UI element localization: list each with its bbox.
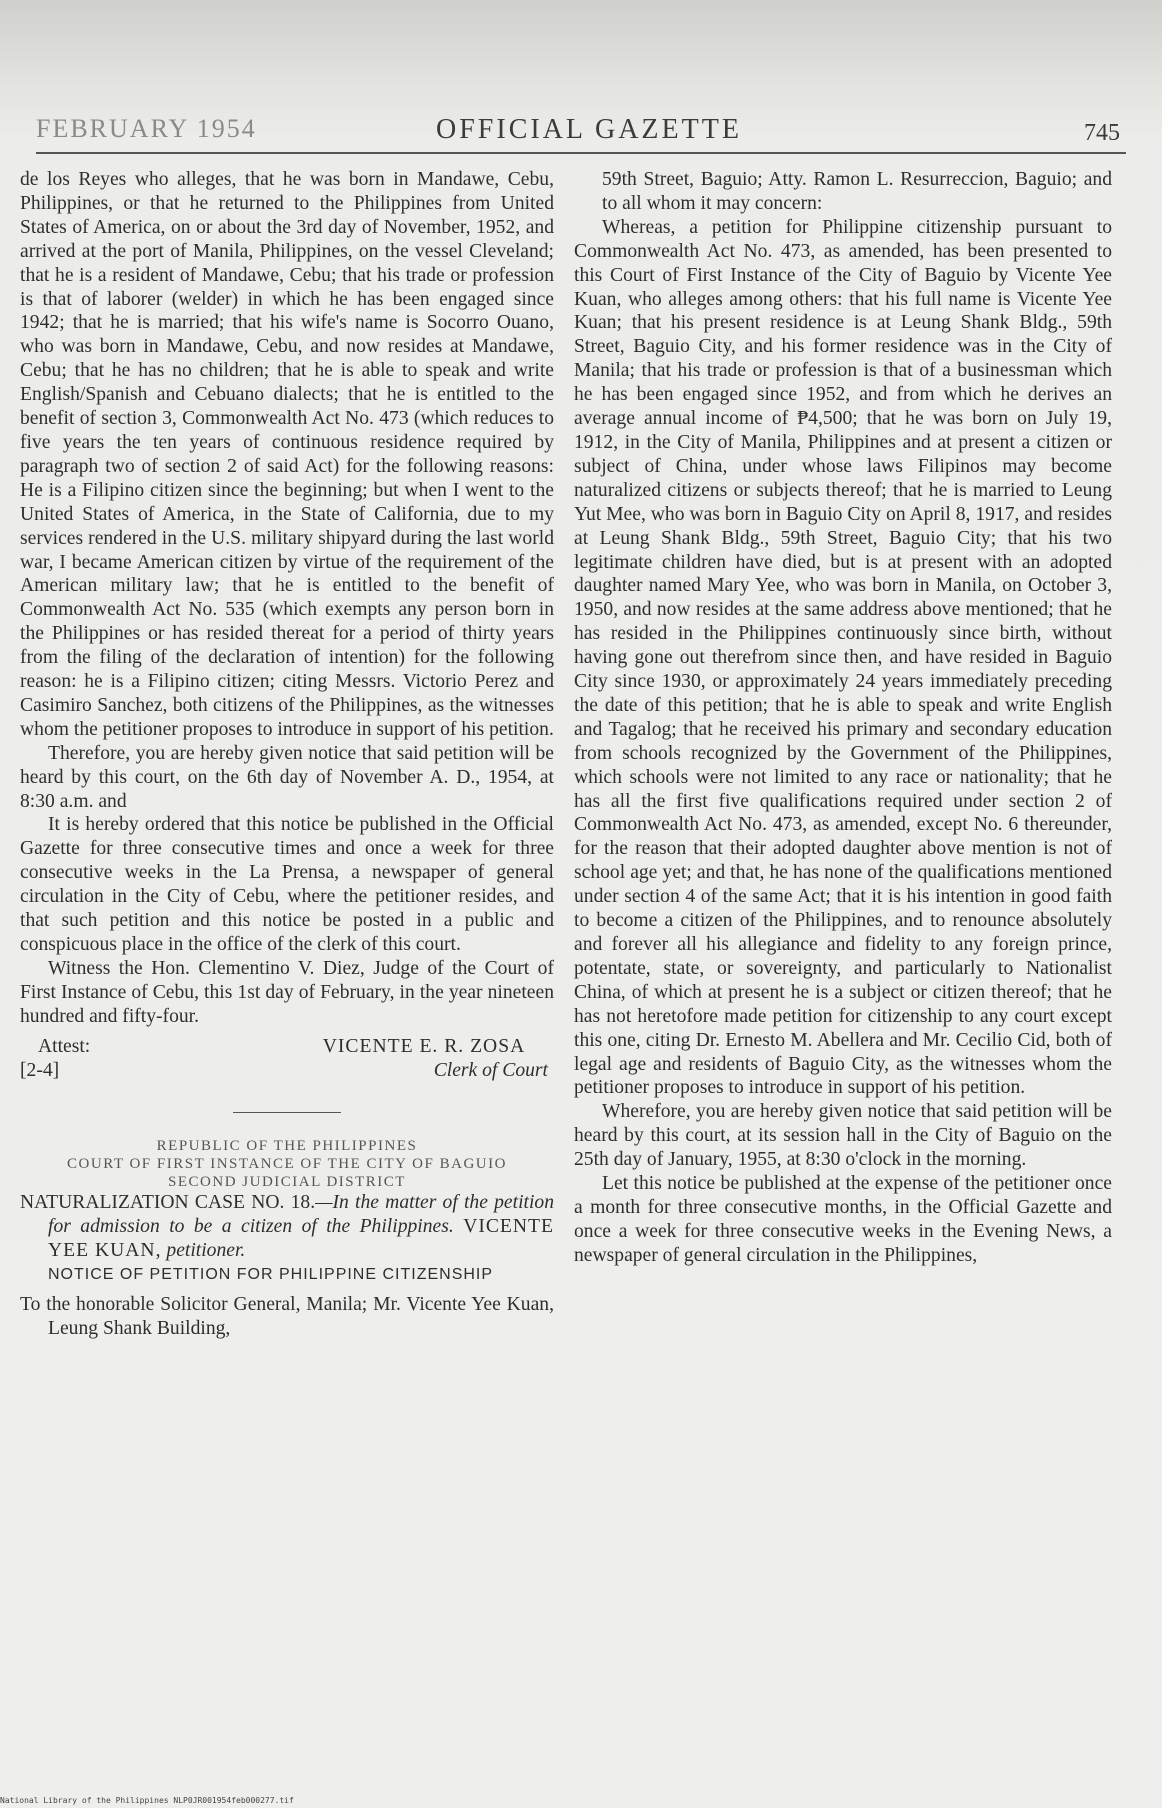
page-header xyxy=(36,110,1126,150)
reference-number: [2-4] xyxy=(20,1059,60,1081)
left-paragraph-2: Therefore, you are hereby given notice that said petition will be heard by this court, on the 6th day of November A. D., 1954, at 8:30 a.m. and xyxy=(20,742,554,812)
header-date: FEBRUARY 1954 xyxy=(36,114,257,143)
header-page-number: 745 xyxy=(1084,120,1120,146)
right-paragraph-2: Wherefore, you are hereby given notice that said petition will be heard by this court, at its session hall in the City of Baguio on the 25th day of January, 1955, at 8:30 o'clock in the morning. xyxy=(574,1101,1112,1171)
attest-row xyxy=(20,1035,554,1059)
clerk-row xyxy=(20,1059,554,1083)
court-caption xyxy=(20,1137,554,1191)
caption-line-1: REPUBLIC OF THE PHILIPPINES xyxy=(156,1138,418,1155)
clerk-title: Clerk of Court xyxy=(433,1059,548,1081)
case-petitioner-role: petitioner. xyxy=(166,1240,246,1262)
clerk-name: VICENTE E. R. ZOSA xyxy=(322,1035,526,1057)
case-heading xyxy=(20,1191,554,1263)
case-matter: —In the matter of the petition for admission to be a citizen of the Philippines. xyxy=(48,1192,554,1238)
archive-footer: National Library of the Philippines NLP0JR001954feb000277.tif xyxy=(0,1796,294,1805)
addressee-line: To the honorable Solicitor General, Manila; Mr. Vicente Yee Kuan, Leung Shank Building, xyxy=(20,1294,554,1339)
left-paragraph-1: de los Reyes who alleges, that he was born in Mandawe, Cebu, Philippines, or that he returned to the Philippines from United States of America, on or about the 3rd day of November, 1952, and arrived at the port of Manila, Philippines, on the vessel Cleveland; that he is a resident of Mandawe, Cebu; that his trade or profession is that of laborer (welder) in which he has been engaged since 1942; that he is married; that his wife's name is Socorro Ouano, who was born in Mandawe, Cebu, and now resides at Mandawe, Cebu; that he has no children; that he is able to speak and write English/Spanish and Cebuano dialects; that he is entitled to the benefit of section 3, Commonwealth Act No. 473 (which reduces to five years the ten years of continuous residence required by paragraph two of section 2 of said Act) for the following reasons: He is a Filipino citizen since the beginning; but when I went to the United States of America, in the State of California, due to my services rendered in the U.S. military shipyard during the last world war, I became American citizen by virtue of the requirement of the American military law; that he is entitled to the benefit of Commonwealth Act No. 535 (which exempts any person born in the Philippines or has resided thereat for a period of thirty years from the filing of the declaration of intention) for the following reason: he is a Filipino citizen; citing Messrs. Victorio Perez and Casimiro Sanchez, both citizens of the Philippines, as the witnesses whom the petitioner proposes to introduce in support of his petition. xyxy=(20,169,554,740)
header-rule xyxy=(36,152,1126,154)
right-paragraph-1: Whereas, a petition for Philippine citizenship pursuant to Commonwealth Act No. 473, as amended, has been presented to this Court of First Instance of the City of Baguio by Vicente Yee Kuan, who alleges among others: that his full name is Vicente Yee Kuan; that his present residence is at Leung Shank Bldg., 59th Street, Baguio City, and his former residence was in the City of Manila; that his trade or profession is that of a businessman which he has been engaged since 1952, and from which he derives an average annual income of ₱4,500; that he was born on July 19, 1912, in the City of Manila, Philippines and at present a citizen or subject of China, under whose laws Filipinos may become naturalized citizens or subjects thereof; that he is married to Leung Yut Mee, who was born in Baguio City on April 8, 1917, and resides at Leung Shank Bldg., 59th Street, Baguio City; that his two legitimate children have died, but is at present with an adopted daughter named Mary Yee, who was born in Manila, on October 3, 1950, and now resides at the same address above mentioned; that he has resided in the Philippines continuously since birth, without having gone out therefrom since then, and have resided in Baguio City since 1930, or approximately 24 years immediately preceding the date of this petition; that he is able to speak and write English and Tagalog; that he received his primary and secondary education from schools recognized by the Government of the Philippines, which schools were not limited to any race or nationality; that he has all the first five qualifications required under section 2 of Commonwealth Act No. 473, as amended, except No. 6 thereunder, for the reason that their adopted daughter above mention is not of school age yet; and that, he has none of the qualifications mentioned under section 4 of the same Act; that it is his intention in good faith to become a citizen of the Philippines, and to renounce absolutely and forever all his allegiance and fidelity to any foreign prince, potentate, state, or sovereignty, and particularly to Nationalist China, of which at present he is a subject or citizen thereof; that he has not heretofore made petition for citizenship to any court except this one, citing Dr. Ernesto M. Abellera and Mr. Cecilio Cid, both of legal age and residents of Baguio City, as the witnesses whom the petitioner proposes to introduce in support of his petition. xyxy=(574,216,1112,1099)
left-paragraph-4: Witness the Hon. Clementino V. Diez, Judge of the Court of First Instance of Cebu, this 1st day of February, in the year nineteen hundred and fifty-four. xyxy=(20,957,554,1027)
case-petitioner: VICENTE YEE KUAN, xyxy=(48,1216,554,1262)
left-column xyxy=(20,168,554,1341)
case-label: NATURALIZATION CASE NO. 18. xyxy=(20,1192,316,1214)
section-divider xyxy=(233,1112,341,1113)
right-column xyxy=(574,168,1112,1268)
right-paragraph-0: 59th Street, Baguio; Atty. Ramon L. Resurreccion, Baguio; and to all whom it may concern: xyxy=(602,169,1112,214)
caption-line-2: COURT OF FIRST INSTANCE OF THE CITY OF BAGUIO xyxy=(67,1156,507,1173)
left-paragraph-3: It is hereby ordered that this notice be published in the Official Gazette for three consecutive times and once a week for three consecutive weeks in the La Prensa, a newspaper of general circulation in the City of Cebu, where the petitioner resides, and that such petition and this notice be posted in a public and conspicuous place in the office of the clerk of this court. xyxy=(20,814,554,955)
header-title: OFFICIAL GAZETTE xyxy=(436,114,742,145)
caption-line-3: SECOND JUDICIAL DISTRICT xyxy=(168,1174,406,1191)
attest-label: Attest: xyxy=(38,1035,91,1057)
right-paragraph-3: Let this notice be published at the expense of the petitioner once a month for three consecutive months, in the Official Gazette and once a week for three consecutive weeks in the Evening News, a newspaper of general circulation in the Philippines, xyxy=(574,1173,1112,1266)
notice-heading: NOTICE OF PETITION FOR PHILIPPINE CITIZENSHIP xyxy=(48,1266,494,1284)
